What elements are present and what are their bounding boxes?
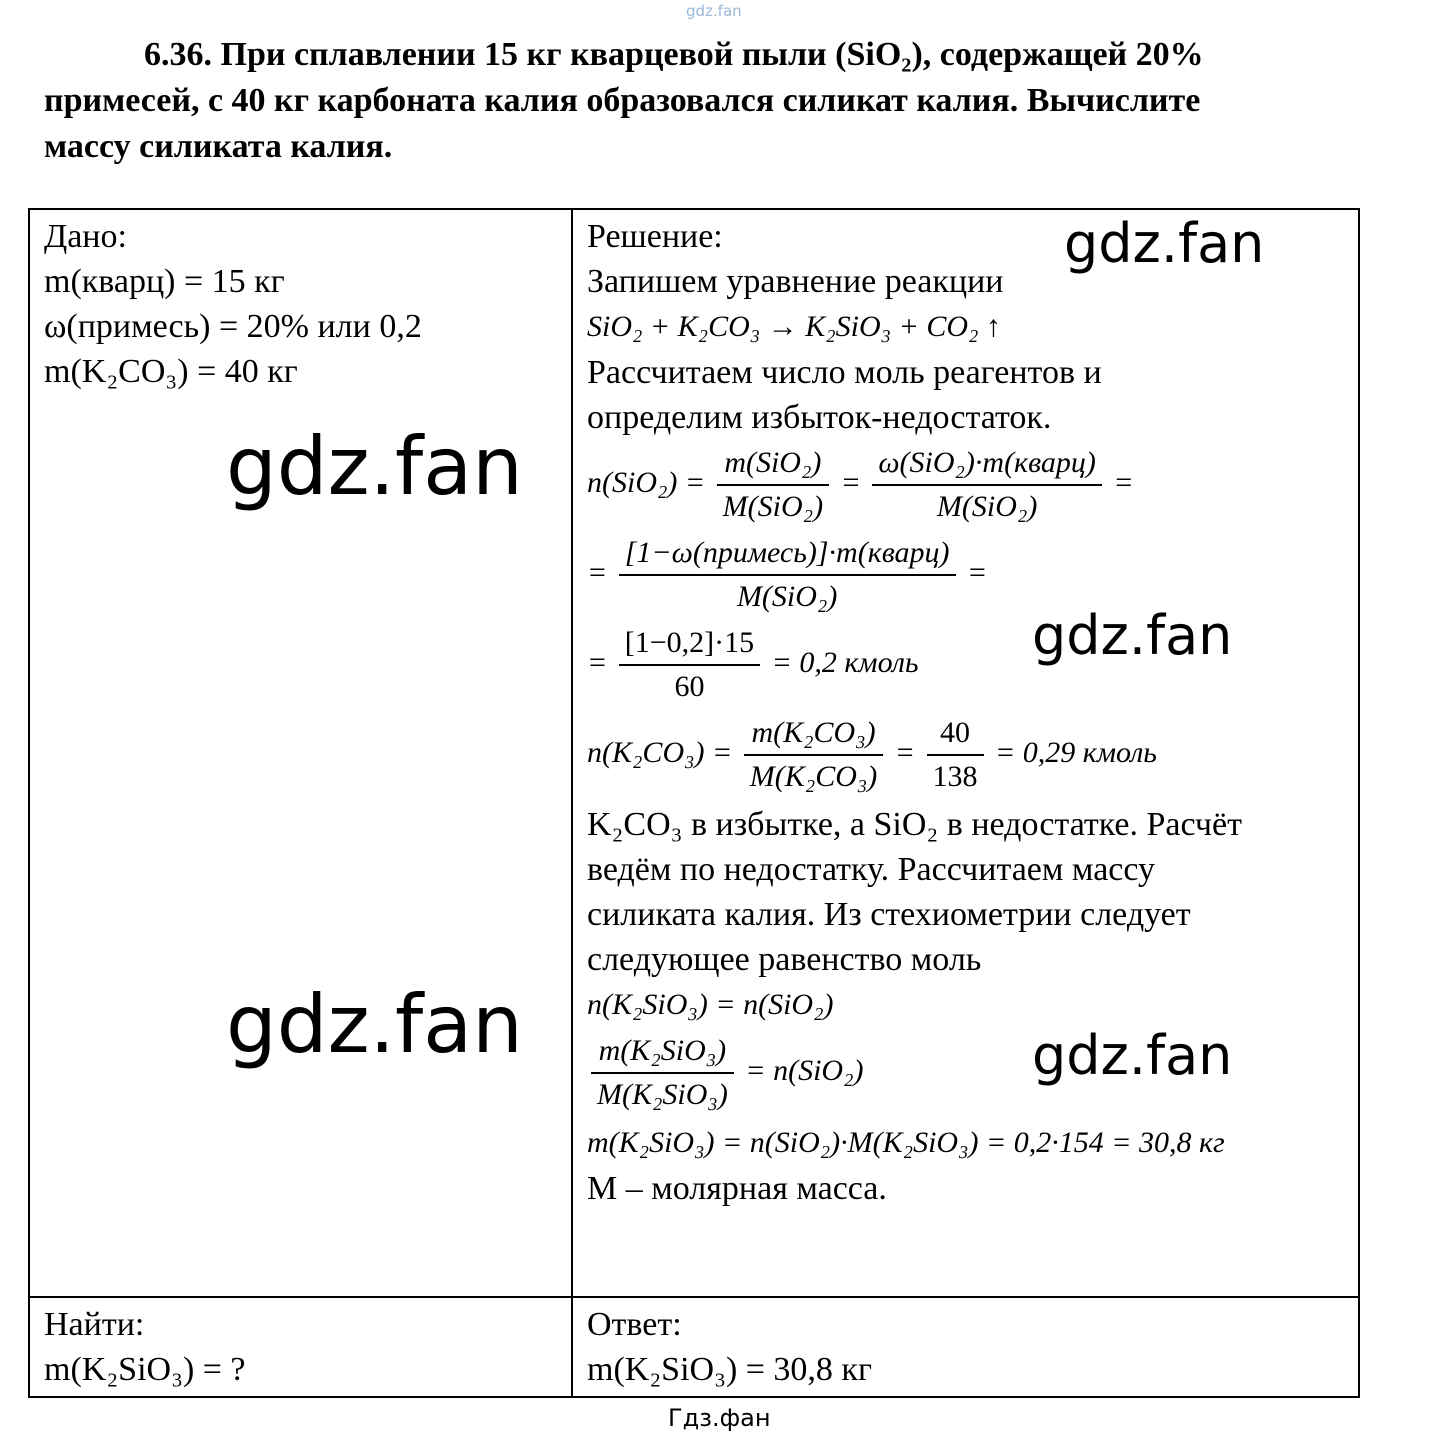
calc-intro: Рассчитаем число моль реагентов и xyxy=(587,354,1102,391)
given-line: m(кварц) = 15 кг xyxy=(44,263,285,300)
fraction xyxy=(591,1030,734,1116)
watermark: gdz.fan xyxy=(1032,1024,1233,1087)
n-sio2-lhs: n(SiO₂) = xyxy=(587,465,706,499)
fraction-numerator: m(SiO₂) xyxy=(717,442,829,486)
excess-text: K₂CO₃ в избытке, а SiO₂ в недостатке. Расчёт xyxy=(587,806,1242,843)
fraction-denominator: M(SiO₂) xyxy=(936,490,1038,523)
solution-table xyxy=(28,208,1360,1398)
fraction-denominator: M(K₂SiO₃) xyxy=(597,1078,728,1111)
given-line: m(K₂CO₃) = 40 кг xyxy=(44,353,298,390)
watermark: gdz.fan xyxy=(1064,212,1265,275)
given-header: Дано: xyxy=(44,218,127,255)
excess-text: ведём по недостатку. Рассчитаем массу xyxy=(587,851,1156,888)
answer-cell xyxy=(572,1297,1359,1397)
given-line: ω(примесь) = 20% или 0,2 xyxy=(44,308,422,345)
excess-text: силиката калия. Из стехиометрии следует xyxy=(587,896,1191,933)
write-equation-text: Запишем уравнение реакции xyxy=(587,263,1004,300)
calc-intro: определим избыток-недостаток. xyxy=(587,399,1052,436)
n-k2co3-result: = 0,29 кмоль xyxy=(995,735,1157,769)
footer-caption: Гдз.фан xyxy=(668,1404,771,1432)
task-number: 6.36. xyxy=(144,36,212,73)
answer-line: m(K₂SiO₃) = 30,8 кг xyxy=(587,1351,872,1388)
solution-cell xyxy=(572,209,1359,1297)
fraction xyxy=(927,712,984,798)
fraction-numerator: ω(SiO₂)·m(кварц) xyxy=(872,442,1102,486)
equals-sign: = xyxy=(967,555,988,589)
fraction xyxy=(744,712,884,798)
fraction xyxy=(619,622,760,708)
answer-header: Ответ: xyxy=(587,1306,682,1343)
equals-sign: = xyxy=(587,645,608,679)
n-k2co3-lhs: n(K₂CO₃) = xyxy=(587,735,733,769)
find-header: Найти: xyxy=(44,1306,145,1343)
fraction-denominator: M(SiO₂) xyxy=(736,580,838,613)
task-statement xyxy=(44,32,1294,170)
equals-sign: = xyxy=(587,555,608,589)
final-calculation: m(K₂SiO₃) = n(SiO₂)·M(K₂SiO₃) = 0,2·154 = 30,8 кг xyxy=(587,1126,1225,1159)
equals-sign: = xyxy=(1113,465,1134,499)
equals-sign: = xyxy=(840,465,861,499)
equals-sign: = xyxy=(894,735,916,769)
watermark: gdz.fan xyxy=(226,420,523,513)
top-watermark: gdz.fan xyxy=(686,2,742,20)
fraction-denominator: 60 xyxy=(674,670,705,703)
n-sio2-result: = 0,2 кмоль xyxy=(771,645,919,679)
reaction-equation: SiO₂ + K₂CO₃ → K₂SiO₃ + CO₂ ↑ xyxy=(587,310,1001,343)
fraction-numerator: [1−0,2]·15 xyxy=(619,622,760,666)
fraction-numerator: m(K₂SiO₃) xyxy=(591,1030,734,1074)
watermark: gdz.fan xyxy=(1032,604,1233,667)
fraction-numerator: 40 xyxy=(927,712,984,756)
fraction xyxy=(872,442,1102,528)
fraction-numerator: m(K₂CO₃) xyxy=(744,712,884,756)
given-cell xyxy=(29,209,572,1297)
excess-text: следующее равенство моль xyxy=(587,941,982,978)
find-line: m(K₂SiO₃) = ? xyxy=(44,1351,246,1388)
n-sio2-formula xyxy=(587,442,1344,528)
watermark: gdz.fan xyxy=(226,978,523,1071)
molar-mass-note: M – молярная масса. xyxy=(587,1170,887,1207)
solution-header: Решение: xyxy=(587,218,723,255)
fraction-denominator: M(K₂CO₃) xyxy=(749,760,878,793)
n-k2co3-formula xyxy=(587,712,1344,798)
fraction-denominator: 138 xyxy=(932,760,978,793)
mole-equality: n(K₂SiO₃) = n(SiO₂) xyxy=(587,988,834,1021)
fraction-numerator: [1−ω(примесь)]·m(кварц) xyxy=(619,532,956,576)
mass-ratio-rhs: = n(SiO₂) xyxy=(745,1053,864,1087)
fraction xyxy=(717,442,829,528)
task-text: При сплавлении 15 кг кварцевой пыли (SiO₂), содержащей 20% примесей, с 40 кг карбоната калия образовался силикат калия. Вычислите массу силиката калия. xyxy=(44,36,1204,165)
fraction xyxy=(619,532,956,618)
find-cell xyxy=(29,1297,572,1397)
fraction-denominator: M(SiO₂) xyxy=(722,490,824,523)
